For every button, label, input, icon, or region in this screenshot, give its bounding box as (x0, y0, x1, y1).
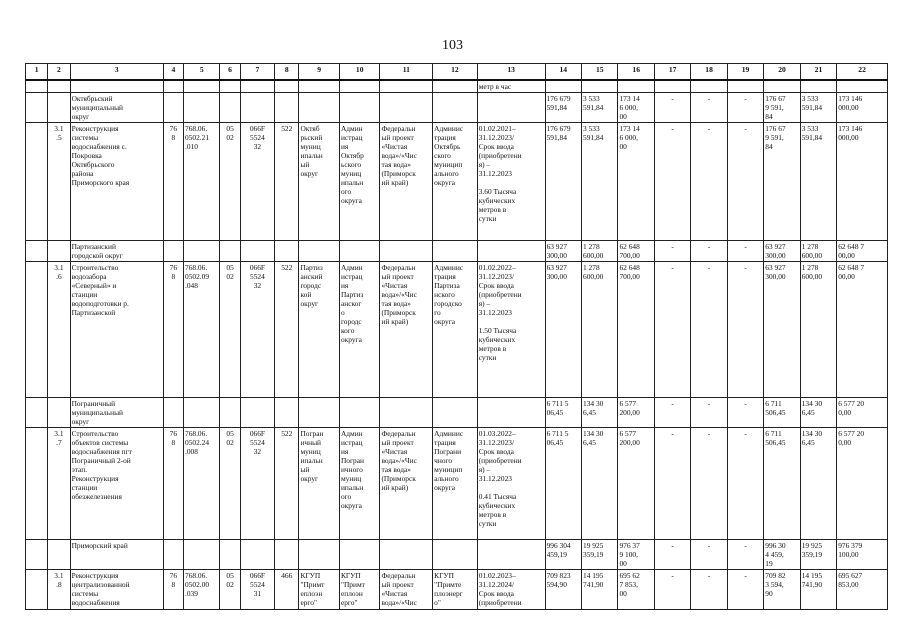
table-cell (275, 93, 299, 123)
table-cell: Партизанский городской округ (70, 241, 163, 262)
table-cell: Приморский край (70, 540, 163, 570)
table-cell (48, 80, 70, 93)
table-cell: 768.06. 0502.21 .010 (184, 123, 220, 241)
column-header: 12 (433, 64, 478, 81)
table-cell (26, 428, 48, 540)
table-cell: Строительство водозабора «Северный» и станции водоподготовки р. Партизанской (70, 262, 163, 398)
table-cell (220, 398, 240, 428)
table-cell: 134 30 6,45 (582, 428, 618, 540)
group-row (26, 241, 888, 262)
table-cell (339, 93, 380, 123)
column-header: 6 (220, 64, 240, 81)
table-cell (48, 540, 70, 570)
table-cell: - (727, 570, 763, 610)
table-cell: 522 (275, 428, 299, 540)
table-cell: 3 533 591,84 (582, 93, 618, 123)
table-cell: Пограничный муниципальный округ (70, 398, 163, 428)
table-cell: - (691, 540, 727, 570)
table-cell: Федеральн ый проект «Чистая вода»/«Чис тая вода» (Приморск ий край) (380, 428, 433, 540)
table-cell (727, 80, 763, 93)
table-cell (163, 398, 183, 428)
column-header: 14 (545, 64, 581, 81)
table-cell: Админ истрац ия Октябр ьского муниц ипальн ого округа (339, 123, 380, 241)
table-cell (184, 398, 220, 428)
table-cell: 522 (275, 123, 299, 241)
table-cell (339, 398, 380, 428)
table-cell: - (654, 428, 690, 540)
table-cell: 05 02 (220, 262, 240, 398)
table-cell (275, 398, 299, 428)
table-cell (240, 80, 274, 93)
table-cell: 76 8 (163, 123, 183, 241)
column-header: 8 (275, 64, 299, 81)
table-cell: - (691, 123, 727, 241)
table-cell: 05 02 (220, 570, 240, 610)
table-cell (26, 398, 48, 428)
column-header: 1 (26, 64, 48, 81)
table-cell: 14 195 741,90 (582, 570, 618, 610)
table-cell: Админ истрац ия Погран ичного муниц ипальн ого округа (339, 428, 380, 540)
table-cell: Федеральн ый проект «Чистая вода»/«Чис тая вода» (Приморск ий край) (380, 123, 433, 241)
table-cell: - (727, 93, 763, 123)
table-cell: - (691, 398, 727, 428)
table-cell: 3.1 .8 (48, 570, 70, 610)
table-cell (220, 540, 240, 570)
table-cell: 6 577 20 0,00 (837, 398, 888, 428)
table-cell: 173 146 000,00 (837, 123, 888, 241)
table-cell: - (654, 93, 690, 123)
table-cell: 63 927 300,00 (764, 241, 800, 262)
table-cell (48, 93, 70, 123)
table-cell: 176 679 591,84 (545, 123, 581, 241)
table-cell (184, 540, 220, 570)
table-cell: 996 304 459,19 (545, 540, 581, 570)
table-cell (240, 241, 274, 262)
table-cell: 176 67 9 591, 84 (764, 93, 800, 123)
table-cell (70, 80, 163, 93)
table-cell: 63 927 300,00 (545, 241, 581, 262)
table-cell: 76 8 (163, 570, 183, 610)
table-cell: 1 278 600,00 (800, 262, 836, 398)
table-cell (380, 540, 433, 570)
table-cell: Октябрьский муниципальный округ (70, 93, 163, 123)
table-cell: 066F 5524 32 (240, 123, 274, 241)
table-cell: 01.03.2022– 31.12.2023/ Срок ввода (приобретени я) – 31.12.2023 0.41 Тысяча кубических метров в сутки (477, 428, 545, 540)
table-cell (275, 540, 299, 570)
table-cell: 6 577 200,00 (618, 428, 654, 540)
table-cell (184, 80, 220, 93)
table-cell: 6 711 5 06,45 (545, 398, 581, 428)
table-cell: - (727, 123, 763, 241)
table-cell: 466 (275, 570, 299, 610)
table-cell (433, 398, 478, 428)
table-cell (654, 80, 690, 93)
table-cell (26, 123, 48, 241)
column-header: 22 (837, 64, 888, 81)
table-cell (275, 80, 299, 93)
table-cell: 173 146 000,00 (837, 93, 888, 123)
table-cell: 3 533 591,84 (800, 93, 836, 123)
table-cell: - (654, 241, 690, 262)
table-cell: - (727, 428, 763, 540)
table-cell: 6 711 506,45 (764, 398, 800, 428)
table-cell (299, 93, 340, 123)
column-header: 7 (240, 64, 274, 81)
table-cell (48, 241, 70, 262)
table-cell: Админис трация Пограни чного муницип ального округа (433, 428, 478, 540)
table-cell (163, 80, 183, 93)
table-cell: Строительство объектов системы водоснабжения пгт Пограничный 2-ой этап. Реконструкция станции обезжелезнения (70, 428, 163, 540)
table-cell: 3 533 591,84 (800, 123, 836, 241)
table-cell (184, 93, 220, 123)
column-header: 13 (477, 64, 545, 81)
investment-table (25, 63, 888, 610)
table-cell: 62 648 700,00 (618, 262, 654, 398)
table-cell (299, 80, 340, 93)
table-cell: - (654, 540, 690, 570)
table-cell: метр в час (477, 80, 545, 93)
table-cell: 996 30 4 459, 19 (764, 540, 800, 570)
table-cell: - (691, 428, 727, 540)
table-cell: КГУП "Примте плоэнерг о" (433, 570, 478, 610)
table-cell (184, 241, 220, 262)
table-cell (380, 93, 433, 123)
table-cell: 522 (275, 262, 299, 398)
table-cell (339, 241, 380, 262)
table-cell (433, 241, 478, 262)
table-cell: Федеральн ый проект «Чистая вода»/«Чис (380, 570, 433, 610)
table-cell: - (654, 123, 690, 241)
table-cell: 134 30 6,45 (582, 398, 618, 428)
column-header: 15 (582, 64, 618, 81)
table-cell (582, 80, 618, 93)
table-cell: Погран ичный муниц ипальн ый округ (299, 428, 340, 540)
table-cell: 1 278 600,00 (582, 241, 618, 262)
table-cell: - (691, 93, 727, 123)
table-cell (433, 93, 478, 123)
column-header: 16 (618, 64, 654, 81)
table-cell: 62 648 700,00 (618, 241, 654, 262)
table-cell (26, 80, 48, 93)
table-cell: 173 14 6 000, 00 (618, 123, 654, 241)
table-cell: Админис трация Партиза нского городско го округа (433, 262, 478, 398)
table-cell (618, 80, 654, 93)
table-cell: 19 925 359,19 (800, 540, 836, 570)
table-cell (477, 398, 545, 428)
table-cell (299, 241, 340, 262)
table-row (26, 570, 888, 610)
column-header: 17 (654, 64, 690, 81)
table-cell (240, 540, 274, 570)
table-cell: 6 577 200,00 (618, 398, 654, 428)
table-cell: - (654, 570, 690, 610)
column-header: 5 (184, 64, 220, 81)
table-cell: 709 823 594,90 (545, 570, 581, 610)
table-cell: КГУП "Примт еплоэн ерго" (339, 570, 380, 610)
table-cell: - (654, 398, 690, 428)
table-cell (299, 540, 340, 570)
table-cell: - (727, 398, 763, 428)
table-cell: 1 278 600,00 (582, 262, 618, 398)
table-cell (380, 398, 433, 428)
table-cell: 01.02.2023– 31.12.2024/ Срок ввода (приобретени (477, 570, 545, 610)
table-cell (691, 80, 727, 93)
table-cell: 6 577 20 0,00 (837, 428, 888, 540)
table-cell: 768.06. 0502.24 .008 (184, 428, 220, 540)
table-cell: 01.02.2022– 31.12.2023/ Срок ввода (приобретени я) – 31.12.2023 1.50 Тысяча кубических метров в сутки (477, 262, 545, 398)
table-cell: 6 711 5 06,45 (545, 428, 581, 540)
table-cell (837, 80, 888, 93)
table-cell: Федеральн ый проект «Чистая вода»/«Чис тая вода» (Приморск ий край) (380, 262, 433, 398)
table-cell: 695 627 853,00 (837, 570, 888, 610)
table-cell (220, 241, 240, 262)
column-header: 2 (48, 64, 70, 81)
table-cell (380, 241, 433, 262)
table-cell (220, 93, 240, 123)
table-cell (163, 241, 183, 262)
table-cell: 3.1 .7 (48, 428, 70, 540)
column-header: 4 (163, 64, 183, 81)
table-cell: Октяб рьский муниц ипальн ый округ (299, 123, 340, 241)
table-cell: 709 82 3 594, 90 (764, 570, 800, 610)
table-cell: 19 925 359,19 (582, 540, 618, 570)
table-cell: - (654, 262, 690, 398)
table-cell: 695 62 7 853, 00 (618, 570, 654, 610)
table-cell: 1 278 600,00 (800, 241, 836, 262)
table-cell (433, 80, 478, 93)
table-cell: 176 679 591,84 (545, 93, 581, 123)
column-header: 21 (800, 64, 836, 81)
header-row (26, 64, 888, 81)
table-cell (800, 80, 836, 93)
table-cell: Реконструкция системы водоснабжения с. Покровка Октябрьского района Приморского края (70, 123, 163, 241)
table-cell: 066F 5524 31 (240, 570, 274, 610)
table-cell (339, 540, 380, 570)
table-cell (220, 80, 240, 93)
table-cell (433, 540, 478, 570)
table-cell (48, 398, 70, 428)
table-cell (26, 241, 48, 262)
table-cell (240, 398, 274, 428)
table-cell (163, 540, 183, 570)
column-header: 10 (339, 64, 380, 81)
table-cell: Партиз анский городс кой округ (299, 262, 340, 398)
table-cell: Админис трация Октябрь ского муницип ального округа (433, 123, 478, 241)
table-cell: 62 648 7 00,00 (837, 262, 888, 398)
table-cell: 76 8 (163, 428, 183, 540)
table-cell (477, 93, 545, 123)
table-cell: 176 67 9 591, 84 (764, 123, 800, 241)
table-cell: 3.1 .6 (48, 262, 70, 398)
table-row (26, 262, 888, 398)
table-cell (477, 540, 545, 570)
table-cell: 134 30 6,45 (800, 398, 836, 428)
table-cell: 066F 5524 32 (240, 262, 274, 398)
table-cell: 76 8 (163, 262, 183, 398)
column-header: 20 (764, 64, 800, 81)
table-cell: 768.06. 0502.00 .039 (184, 570, 220, 610)
table-cell (240, 93, 274, 123)
table-cell (299, 398, 340, 428)
table-cell: 134 30 6,45 (800, 428, 836, 540)
table-cell: 173 14 6 000, 00 (618, 93, 654, 123)
table-cell: - (691, 262, 727, 398)
table-row (26, 123, 888, 241)
table-cell (339, 80, 380, 93)
column-header: 9 (299, 64, 340, 81)
table-cell (26, 570, 48, 610)
table-cell: 05 02 (220, 428, 240, 540)
table-cell: - (727, 241, 763, 262)
table-row (26, 428, 888, 540)
group-row (26, 398, 888, 428)
page-number: 103 (442, 38, 463, 53)
table-cell: - (727, 540, 763, 570)
column-header: 3 (70, 64, 163, 81)
table-cell (26, 540, 48, 570)
table-cell: 976 37 9 100, 00 (618, 540, 654, 570)
table-cell: 63 927 300,00 (545, 262, 581, 398)
table-cell: 62 648 7 00,00 (837, 241, 888, 262)
table-cell: 768.06. 0502.09 .048 (184, 262, 220, 398)
table-cell: 05 02 (220, 123, 240, 241)
table-cell: 01.02.2021– 31.12.2023/ Срок ввода (приобретени я) – 31.12.2023 3.60 Тысяча кубических метров в сутки (477, 123, 545, 241)
table-cell: 14 195 741,90 (800, 570, 836, 610)
table-cell (26, 93, 48, 123)
continuation-row (26, 80, 888, 93)
table-cell: Реконструкция централизованной системы водоснабжения (70, 570, 163, 610)
column-header: 18 (691, 64, 727, 81)
table-cell: 6 711 506,45 (764, 428, 800, 540)
table-cell (380, 80, 433, 93)
group-row (26, 540, 888, 570)
table-cell (545, 80, 581, 93)
column-header: 11 (380, 64, 433, 81)
table-cell (477, 241, 545, 262)
table-cell: 3.1 .5 (48, 123, 70, 241)
table-cell: - (691, 241, 727, 262)
table-cell (764, 80, 800, 93)
table-cell (163, 93, 183, 123)
table-cell: - (727, 262, 763, 398)
table-cell: 3 533 591,84 (582, 123, 618, 241)
table-cell: 066F 5524 32 (240, 428, 274, 540)
table-cell: Админ истрац ия Партиз анског о городс кого округа (339, 262, 380, 398)
table-cell: КГУП "Примт еплоэн ерго" (299, 570, 340, 610)
table-cell (26, 262, 48, 398)
table-cell: - (691, 570, 727, 610)
table-cell: 976 379 100,00 (837, 540, 888, 570)
table-cell (275, 241, 299, 262)
group-row (26, 93, 888, 123)
column-header: 19 (727, 64, 763, 81)
table-cell: 63 927 300,00 (764, 262, 800, 398)
